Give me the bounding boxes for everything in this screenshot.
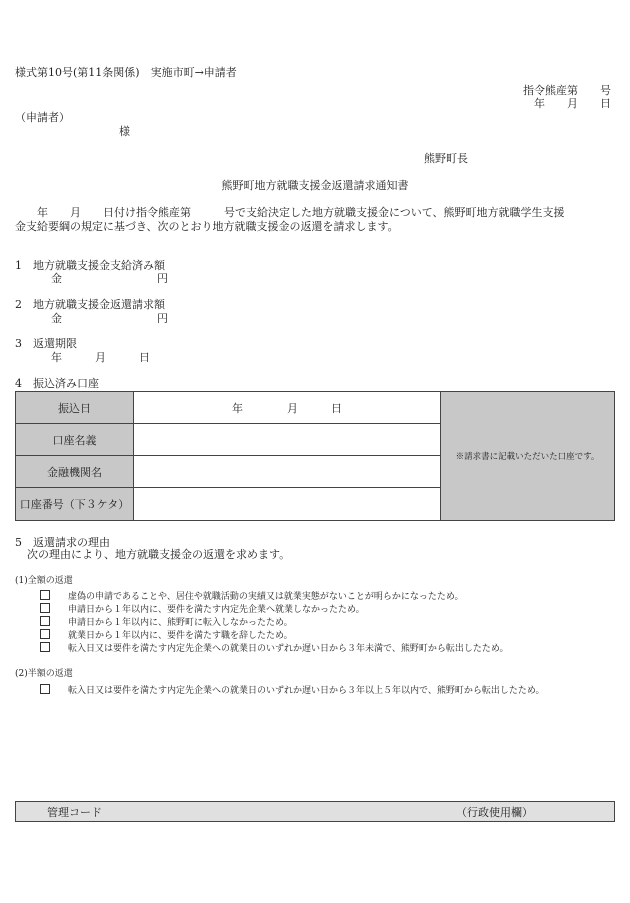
full-reason-item: 申請日から１年以内に、要件を満たす内定先企業へ就業しなかったため。 [40, 603, 365, 615]
full-reason-item: 虚偽の申請であることや、居住や就職活動の実績又は就業実態がないことが明らかになったため。 [40, 590, 463, 602]
applicant-label: （申請者） [15, 111, 70, 124]
intro-line-1: 年 月 日付け指令熊産第 号で支給決定した地方就職支援金について、熊野町地方就職学生支援 [15, 206, 565, 219]
section-2-label: 2 地方就職支援金返還請求額 [15, 298, 165, 311]
full-reason-item: 就業日から１年以内に、要件を満たす職を辞したため。 [40, 629, 293, 641]
checkbox[interactable] [40, 629, 50, 639]
row-label-account-holder: 口座名義 [15, 423, 134, 456]
section-1-label: 1 地方就職支援金支給済み額 [15, 259, 165, 272]
row-label-transfer-date: 振込日 [15, 391, 134, 424]
management-code-label: 管理コード [47, 806, 102, 819]
section-1-en: 円 [157, 272, 168, 285]
bank-name-value [133, 455, 441, 488]
account-number-value [133, 487, 441, 521]
form-number: 様式第10号(第11条関係) 実施市町→申請者 [15, 66, 237, 79]
page-title: 熊野町地方就職支援金返還請求通知書 [221, 179, 409, 192]
section-2-kin: 金 [51, 312, 62, 325]
transfer-date-value: 年 月 日 [133, 391, 441, 424]
document-number: 指令熊産第 号 [523, 84, 611, 97]
intro-line-2: 金支給要綱の規定に基づき、次のとおり地方就職支援金の返還を請求します。 [15, 220, 399, 233]
admin-use-label: （行政使用欄） [456, 806, 533, 819]
section-5-label: 5 返還請求の理由 [15, 536, 110, 549]
half-return-title: (2)半額の返還 [15, 669, 73, 679]
section-4-label: 4 振込済み口座 [15, 377, 99, 390]
checkbox[interactable] [40, 603, 50, 613]
row-label-account-number: 口座番号（下３ケタ） [15, 487, 134, 521]
full-reason-item: 申請日から１年以内に、熊野町に転入しなかったため。 [40, 616, 293, 628]
full-reason-item: 転入日又は要件を満たす内定先企業への就業日のいずれか遅い日から３年未満で、熊野町から転出したため。 [40, 642, 508, 654]
account-holder-value [133, 423, 441, 456]
account-note: ※請求書に記載いただいた口座です。 [440, 391, 615, 521]
full-return-title: (1)全額の返還 [15, 576, 73, 586]
section-5-sub: 次の理由により、地方就職支援金の返還を求めます。 [27, 548, 291, 561]
section-3-date: 年 月 日 [51, 351, 150, 364]
issue-date: 年 月 日 [534, 97, 611, 110]
row-label-bank-name: 金融機関名 [15, 455, 134, 488]
account-table [15, 391, 615, 521]
section-3-label: 3 返還期限 [15, 337, 77, 350]
checkbox[interactable] [40, 684, 50, 694]
admin-footer [15, 801, 615, 822]
section-2-en: 円 [157, 312, 168, 325]
half-reason-item: 転入日又は要件を満たす内定先企業への就業日のいずれか遅い日から３年以上５年以内で、熊野町から転出したため。 [40, 684, 544, 696]
checkbox[interactable] [40, 642, 50, 652]
checkbox[interactable] [40, 616, 50, 626]
honorific-sama: 様 [119, 125, 130, 138]
section-1-kin: 金 [51, 272, 62, 285]
issuer-name: 熊野町長 [424, 152, 468, 165]
checkbox[interactable] [40, 590, 50, 600]
